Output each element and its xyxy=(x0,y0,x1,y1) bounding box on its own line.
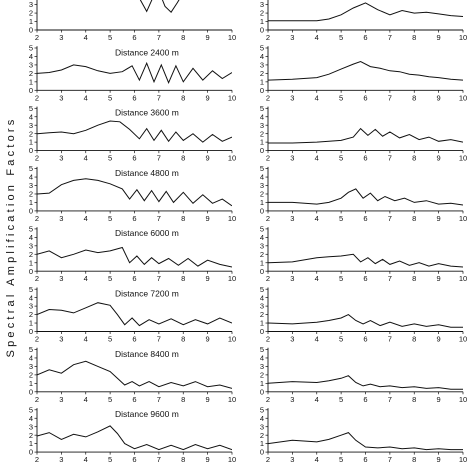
x-tick-label: 8 xyxy=(412,213,417,223)
x-tick-label: 4 xyxy=(83,213,88,223)
y-tick-label: 4 xyxy=(28,172,33,182)
x-tick-label: 2 xyxy=(34,213,40,223)
x-tick-label: 9 xyxy=(205,455,210,465)
y-tick-label: 0 xyxy=(259,25,264,35)
x-tick-label: 7 xyxy=(387,334,392,344)
y-tick-label: 2 xyxy=(259,249,264,259)
y-tick-label: 3 xyxy=(259,362,264,372)
panel-r2-c0 xyxy=(29,104,236,163)
x-tick-label: 6 xyxy=(363,455,368,465)
x-tick-label: 10 xyxy=(458,394,468,404)
x-tick-label: 3 xyxy=(290,334,295,344)
x-tick-label: 2 xyxy=(34,394,40,404)
x-tick-label: 8 xyxy=(412,455,417,465)
x-tick-label: 2 xyxy=(265,455,271,465)
y-tick-label: 1 xyxy=(28,77,33,87)
y-tick-label: 4 xyxy=(28,413,33,423)
x-tick-label: 3 xyxy=(59,33,64,42)
y-tick-label: 0 xyxy=(259,85,264,95)
y-tick-label xyxy=(29,0,33,1)
x-tick-label: 10 xyxy=(227,153,237,163)
y-tick-label: 3 xyxy=(28,241,33,251)
x-tick-label: 9 xyxy=(436,153,441,163)
x-tick-label: 10 xyxy=(227,334,237,344)
y-tick-label: 3 xyxy=(259,120,264,130)
y-tick-label: 5 xyxy=(259,405,264,415)
y-tick-label: 1 xyxy=(28,198,33,208)
x-tick-label: 6 xyxy=(132,33,137,42)
x-tick-label: 3 xyxy=(290,93,295,103)
x-tick-label: 7 xyxy=(387,213,392,223)
y-tick-label: 5 xyxy=(259,284,264,294)
y-tick-label: 2 xyxy=(259,68,264,78)
amplification-curve xyxy=(268,62,463,81)
y-tick-label: 2 xyxy=(28,430,33,440)
y-tick-label: 5 xyxy=(28,284,33,294)
x-tick-label: 4 xyxy=(314,455,319,465)
y-tick-label: 4 xyxy=(259,52,264,62)
x-tick-label: 10 xyxy=(458,93,468,103)
x-tick-label: 8 xyxy=(181,93,186,103)
y-tick-label: 1 xyxy=(28,318,33,328)
x-tick-label: 6 xyxy=(363,153,368,163)
x-tick-label: 2 xyxy=(265,213,271,223)
x-tick-label: 4 xyxy=(314,334,319,344)
x-tick-label: 7 xyxy=(156,33,161,42)
x-tick-label: 5 xyxy=(108,213,113,223)
y-tick-label: 3 xyxy=(28,181,33,191)
y-tick-label: 1 xyxy=(259,198,264,208)
y-tick-label: 5 xyxy=(259,43,264,53)
y-tick-label: 3 xyxy=(259,0,264,10)
y-tick-label: 5 xyxy=(28,224,33,234)
y-tick-label: 5 xyxy=(28,345,33,355)
x-tick-label: 5 xyxy=(339,93,344,103)
y-tick-label: 0 xyxy=(259,146,264,156)
y-tick-label: 2 xyxy=(259,370,264,380)
y-tick-label: 2 xyxy=(28,68,33,78)
y-tick-label: 5 xyxy=(259,224,264,234)
x-tick-label: 9 xyxy=(436,274,441,284)
y-tick-label: 4 xyxy=(259,353,264,363)
y-tick-label: 3 xyxy=(259,181,264,191)
x-tick-label: 4 xyxy=(314,274,319,284)
panel-r0-c1 xyxy=(260,0,467,42)
x-tick-label: 8 xyxy=(412,394,417,404)
x-tick-label: 5 xyxy=(108,274,113,284)
y-axis-label: Spectral Amplification Factors xyxy=(5,116,17,358)
y-tick-label: 0 xyxy=(259,387,264,397)
y-tick-label: 0 xyxy=(28,327,33,337)
panel-grid xyxy=(29,0,467,464)
x-tick-label: 2 xyxy=(265,153,271,163)
y-tick-label: 3 xyxy=(259,422,264,432)
x-tick-label: 5 xyxy=(339,455,344,465)
y-tick-label: 2 xyxy=(259,430,264,440)
distance-label: Distance 2400 m xyxy=(115,47,179,58)
y-tick-label: 2 xyxy=(259,189,264,199)
x-tick-label: 6 xyxy=(132,274,137,284)
x-tick-label: 10 xyxy=(458,334,468,344)
distance-label: Distance 9600 m xyxy=(115,409,179,420)
x-tick-label: 4 xyxy=(83,153,88,163)
y-tick-label: 0 xyxy=(28,25,33,35)
y-tick-label: 5 xyxy=(259,103,264,113)
x-tick-label: 4 xyxy=(83,455,88,465)
amplification-curve xyxy=(268,3,463,21)
y-tick-label: 2 xyxy=(28,129,33,139)
x-tick-label: 2 xyxy=(34,455,40,465)
x-tick-label: 3 xyxy=(59,455,64,465)
x-tick-label: 5 xyxy=(108,93,113,103)
y-tick-label: 5 xyxy=(259,345,264,355)
panel-r3-c0 xyxy=(29,164,236,223)
y-tick-label: 0 xyxy=(259,327,264,337)
x-tick-label: 2 xyxy=(265,274,271,284)
x-tick-label: 3 xyxy=(290,274,295,284)
y-tick-label: 1 xyxy=(259,258,264,268)
x-tick-label: 4 xyxy=(83,33,88,42)
x-tick-label: 7 xyxy=(156,213,161,223)
x-tick-label: 8 xyxy=(181,394,186,404)
x-tick-label: 5 xyxy=(339,334,344,344)
x-tick-label: 2 xyxy=(265,33,271,42)
y-tick-label: 4 xyxy=(28,112,33,122)
x-tick-label: 10 xyxy=(227,33,237,42)
x-tick-label: 6 xyxy=(363,213,368,223)
y-tick-label: 1 xyxy=(28,378,33,388)
x-tick-label: 2 xyxy=(34,93,40,103)
x-tick-label: 6 xyxy=(132,455,137,465)
y-tick-label: 5 xyxy=(28,43,33,53)
x-tick-label: 8 xyxy=(181,455,186,465)
y-tick-label: 4 xyxy=(28,353,33,363)
x-tick-label: 9 xyxy=(205,394,210,404)
y-tick-label: 0 xyxy=(259,447,264,457)
x-tick-label: 4 xyxy=(83,334,88,344)
panel-r1-c0 xyxy=(29,44,236,103)
y-tick-label: 5 xyxy=(259,164,264,174)
y-tick-label: 0 xyxy=(259,206,264,216)
y-tick-label: 5 xyxy=(28,164,33,174)
y-axis-label-group xyxy=(5,117,17,358)
amplification-curve xyxy=(37,303,232,326)
x-tick-label: 5 xyxy=(108,153,113,163)
amplification-curve xyxy=(268,376,463,390)
y-tick-label: 4 xyxy=(259,293,264,303)
x-tick-label: 2 xyxy=(265,334,271,344)
x-tick-label: 6 xyxy=(132,334,137,344)
x-tick-label: 4 xyxy=(314,153,319,163)
x-tick-label: 5 xyxy=(108,334,113,344)
x-tick-label: 9 xyxy=(205,93,210,103)
y-tick-label: 1 xyxy=(28,258,33,268)
x-tick-label: 3 xyxy=(59,274,64,284)
x-tick-label: 7 xyxy=(387,455,392,465)
y-tick-label: 1 xyxy=(259,439,264,449)
panel-r5-c1 xyxy=(260,285,467,344)
amplification-curve xyxy=(37,426,232,450)
x-tick-label: 10 xyxy=(227,213,237,223)
panel-r7-c1 xyxy=(260,405,467,464)
x-tick-label: 9 xyxy=(436,334,441,344)
y-tick-label: 2 xyxy=(28,8,33,18)
x-tick-label: 7 xyxy=(156,455,161,465)
x-tick-label: 5 xyxy=(339,33,344,42)
x-tick-label: 3 xyxy=(290,213,295,223)
y-tick-label: 3 xyxy=(259,60,264,70)
y-tick-label: 3 xyxy=(259,301,264,311)
amplification-curve xyxy=(268,129,463,143)
amplification-curve xyxy=(37,0,232,12)
x-tick-label: 4 xyxy=(83,394,88,404)
y-tick-label: 4 xyxy=(259,413,264,423)
x-tick-label: 2 xyxy=(34,274,40,284)
x-tick-label: 8 xyxy=(181,213,186,223)
x-tick-label: 6 xyxy=(363,274,368,284)
y-tick-label: 0 xyxy=(28,146,33,156)
x-tick-label: 10 xyxy=(458,33,468,42)
y-tick-label: 2 xyxy=(28,249,33,259)
x-tick-label: 9 xyxy=(205,334,210,344)
y-tick-label: 5 xyxy=(28,405,33,415)
amplification-curve xyxy=(37,361,232,388)
x-tick-label: 3 xyxy=(290,394,295,404)
x-tick-label: 6 xyxy=(132,93,137,103)
x-tick-label: 3 xyxy=(59,153,64,163)
panel-r0-c0 xyxy=(29,0,236,42)
x-tick-label: 3 xyxy=(59,93,64,103)
distance-label: Distance 7200 m xyxy=(115,288,179,299)
y-tick-label: 4 xyxy=(28,293,33,303)
x-tick-label: 8 xyxy=(412,334,417,344)
x-tick-label: 3 xyxy=(290,455,295,465)
y-tick-label: 2 xyxy=(28,310,33,320)
y-tick-label: 0 xyxy=(28,266,33,276)
y-tick-label: 3 xyxy=(28,0,33,10)
x-tick-label: 9 xyxy=(436,93,441,103)
panel-r5-c0 xyxy=(29,285,236,344)
x-tick-label: 6 xyxy=(363,93,368,103)
x-tick-label: 3 xyxy=(59,213,64,223)
x-tick-label: 5 xyxy=(339,274,344,284)
y-tick-label: 5 xyxy=(28,103,33,113)
y-tick-label: 1 xyxy=(259,137,264,147)
amplification-curve xyxy=(37,248,232,268)
x-tick-label: 6 xyxy=(132,213,137,223)
y-tick-label: 4 xyxy=(259,172,264,182)
panel-r6-c1 xyxy=(260,345,467,404)
panel-r6-c0 xyxy=(29,345,236,404)
x-tick-label: 2 xyxy=(265,394,271,404)
x-tick-label: 10 xyxy=(458,455,468,465)
y-tick-label: 1 xyxy=(259,378,264,388)
amplification-curve xyxy=(37,121,232,142)
x-tick-label: 4 xyxy=(83,93,88,103)
x-tick-label: 9 xyxy=(205,153,210,163)
x-tick-label: 10 xyxy=(227,93,237,103)
y-tick-label: 3 xyxy=(259,241,264,251)
x-tick-label: 5 xyxy=(108,455,113,465)
y-tick-label: 2 xyxy=(259,310,264,320)
panel-r3-c1 xyxy=(260,164,467,223)
x-tick-label: 3 xyxy=(59,394,64,404)
x-tick-label: 10 xyxy=(458,213,468,223)
y-tick-label: 0 xyxy=(28,387,33,397)
x-tick-label: 4 xyxy=(83,274,88,284)
y-tick-label: 1 xyxy=(28,17,33,27)
y-tick-label: 3 xyxy=(28,301,33,311)
x-tick-label: 5 xyxy=(339,213,344,223)
distance-label: Distance 3600 m xyxy=(115,107,179,118)
x-tick-label: 3 xyxy=(290,33,295,42)
x-tick-label: 7 xyxy=(156,153,161,163)
x-tick-label: 2 xyxy=(34,334,40,344)
panel-r4-c0 xyxy=(29,224,236,283)
distance-label: Distance 4800 m xyxy=(115,167,179,178)
x-tick-label: 9 xyxy=(205,33,210,42)
x-tick-label: 6 xyxy=(132,394,137,404)
x-tick-label: 9 xyxy=(436,213,441,223)
y-tick-label: 1 xyxy=(259,318,264,328)
x-tick-label: 4 xyxy=(314,394,319,404)
x-tick-label: 9 xyxy=(436,33,441,42)
x-tick-label: 9 xyxy=(436,455,441,465)
x-tick-label: 10 xyxy=(227,274,237,284)
x-tick-label: 7 xyxy=(387,394,392,404)
x-tick-label: 6 xyxy=(132,153,137,163)
panel-r4-c1 xyxy=(260,224,467,283)
y-tick-label: 2 xyxy=(259,8,264,18)
x-tick-label: 7 xyxy=(156,394,161,404)
x-tick-label: 8 xyxy=(181,334,186,344)
x-tick-label: 10 xyxy=(458,274,468,284)
x-tick-label: 7 xyxy=(156,334,161,344)
x-tick-label: 9 xyxy=(205,274,210,284)
y-tick-label: 1 xyxy=(28,439,33,449)
x-tick-label: 5 xyxy=(108,394,113,404)
x-tick-label: 7 xyxy=(156,93,161,103)
x-tick-label: 6 xyxy=(363,394,368,404)
x-tick-label: 8 xyxy=(181,153,186,163)
amplification-curve xyxy=(268,315,463,328)
y-tick-label: 3 xyxy=(28,362,33,372)
distance-label: Distance 6000 m xyxy=(115,228,179,239)
y-tick-label: 2 xyxy=(259,129,264,139)
panel-r1-c1 xyxy=(260,44,467,103)
x-tick-label: 10 xyxy=(458,153,468,163)
panel-r2-c1 xyxy=(260,104,467,163)
y-tick-label: 3 xyxy=(28,60,33,70)
x-tick-label: 4 xyxy=(314,33,319,42)
x-tick-label: 8 xyxy=(412,153,417,163)
x-tick-label: 4 xyxy=(314,93,319,103)
x-tick-label: 5 xyxy=(339,394,344,404)
x-tick-label: 9 xyxy=(205,213,210,223)
y-tick-label: 1 xyxy=(259,17,264,27)
x-tick-label: 6 xyxy=(363,33,368,42)
x-tick-label: 3 xyxy=(59,334,64,344)
x-tick-label: 7 xyxy=(387,274,392,284)
y-tick-label: 4 xyxy=(28,52,33,62)
amplification-curve xyxy=(37,179,232,206)
x-tick-label: 5 xyxy=(339,153,344,163)
y-tick-label xyxy=(260,0,264,1)
x-tick-label: 2 xyxy=(34,33,40,42)
y-tick-label: 1 xyxy=(259,77,264,87)
distance-label: Distance 8400 m xyxy=(115,348,179,359)
y-tick-label: 4 xyxy=(28,232,33,242)
panel-r7-c0 xyxy=(29,405,236,464)
x-tick-label: 10 xyxy=(227,455,237,465)
x-tick-label: 7 xyxy=(387,153,392,163)
x-tick-label: 4 xyxy=(314,213,319,223)
y-tick-label: 1 xyxy=(28,137,33,147)
x-tick-label: 3 xyxy=(290,153,295,163)
y-tick-label: 0 xyxy=(28,447,33,457)
y-tick-label: 4 xyxy=(259,112,264,122)
x-tick-label: 8 xyxy=(412,33,417,42)
x-tick-label: 8 xyxy=(412,93,417,103)
y-tick-label: 4 xyxy=(259,232,264,242)
amplification-curve xyxy=(268,189,463,205)
x-tick-label: 7 xyxy=(156,274,161,284)
y-tick-label: 3 xyxy=(28,422,33,432)
x-tick-label: 10 xyxy=(227,394,237,404)
x-tick-label: 7 xyxy=(387,93,392,103)
x-tick-label: 6 xyxy=(363,334,368,344)
y-tick-label: 3 xyxy=(28,120,33,130)
x-tick-label: 8 xyxy=(412,274,417,284)
y-tick-label: 0 xyxy=(28,206,33,216)
y-tick-label: 0 xyxy=(259,266,264,276)
x-tick-label: 2 xyxy=(265,93,271,103)
x-tick-label: 2 xyxy=(34,153,40,163)
amplification-curve xyxy=(268,254,463,267)
y-tick-label: 0 xyxy=(28,85,33,95)
amplification-curve xyxy=(268,433,463,450)
amplification-curve xyxy=(37,63,232,82)
y-tick-label: 2 xyxy=(28,189,33,199)
x-tick-label: 5 xyxy=(108,33,113,42)
y-tick-label: 2 xyxy=(28,370,33,380)
x-tick-label: 8 xyxy=(181,274,186,284)
x-tick-label: 8 xyxy=(181,33,186,42)
x-tick-label: 7 xyxy=(387,33,392,42)
x-tick-label: 9 xyxy=(436,394,441,404)
